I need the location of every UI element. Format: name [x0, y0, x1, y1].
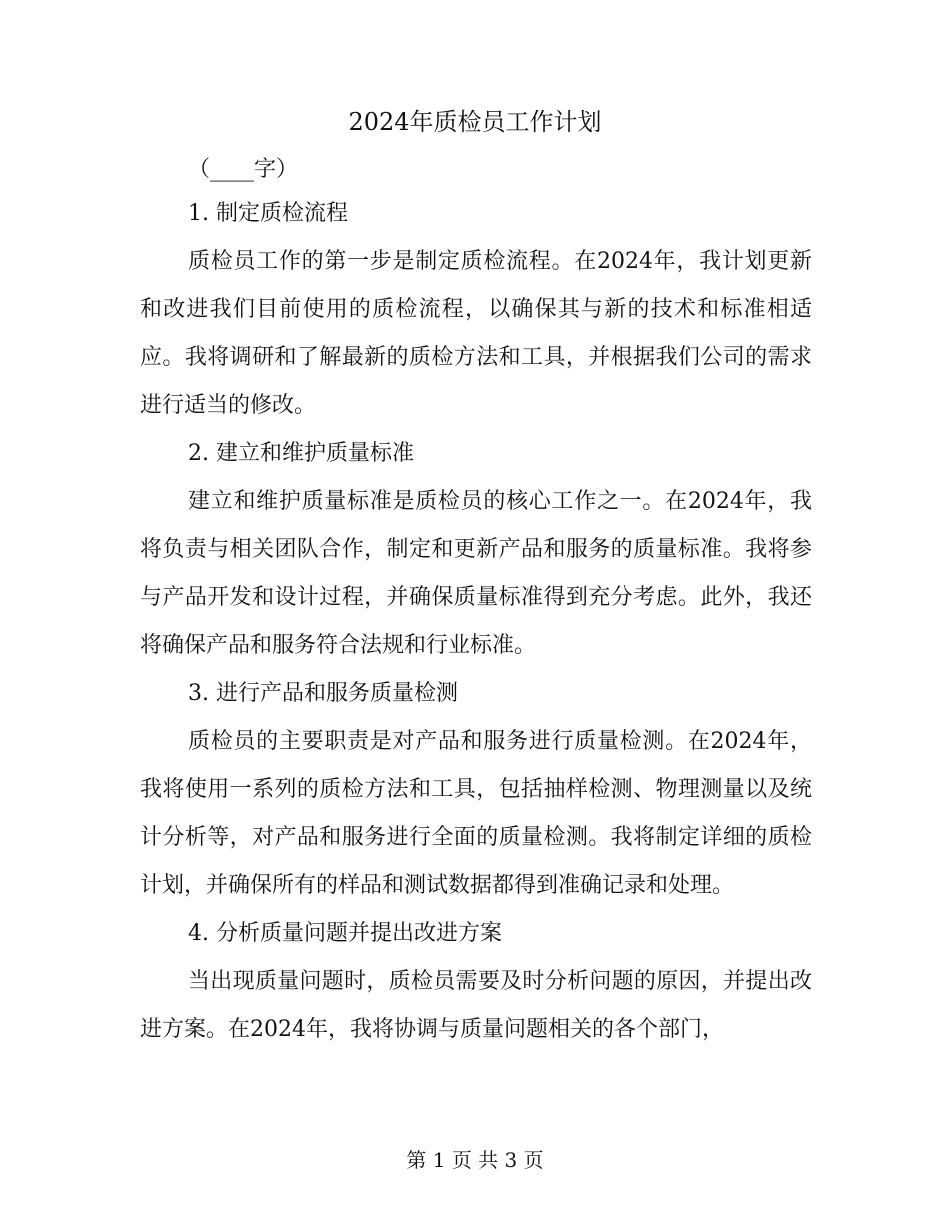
page-footer: 第 1 页 共 3 页: [406, 1148, 544, 1172]
section-heading: 4. 分析质量问题并提出改进方案: [188, 921, 502, 946]
section-paragraph: 当出现质量问题时，质检员需要及时分析问题的原因，并提出改进方案。在2024年，我将协调与质量问题相关的各个部门，: [140, 969, 812, 1042]
section-paragraph: 质检员工作的第一步是制定质检流程。在2024年，我计划更新和改进我们目前使用的质检流程，以确保其与新的技术和标准相适应。我将调研和了解最新的质检方法和工具，并根据我们公司的需求进行适当的修改。: [140, 249, 812, 418]
section-paragraph: 建立和维护质量标准是质检员的核心工作之一。在2024年，我将负责与相关团队合作，制定和更新产品和服务的质量标准。我将参与产品开发和设计过程，并确保质量标准得到充分考虑。此外，我还将确保产品和服务符合法规和行业标准。: [140, 489, 812, 658]
section-paragraph: 质检员的主要职责是对产品和服务进行质量检测。在2024年，我将使用一系列的质检方法和工具，包括抽样检测、物理测量以及统计分析等，对产品和服务进行全面的质量检测。我将制定详细的质检计划，并确保所有的样品和测试数据都得到准确记录和处理。: [140, 729, 812, 898]
document-body: [140, 190, 812, 1054]
section-heading: 2. 建立和维护质量标准: [188, 441, 414, 466]
word-count-note: （____字）: [188, 157, 299, 182]
document-title: 2024年质检员工作计划: [348, 108, 602, 136]
section-heading: 1. 制定质检流程: [188, 201, 348, 226]
section-heading: 3. 进行产品和服务质量检测: [188, 681, 458, 706]
